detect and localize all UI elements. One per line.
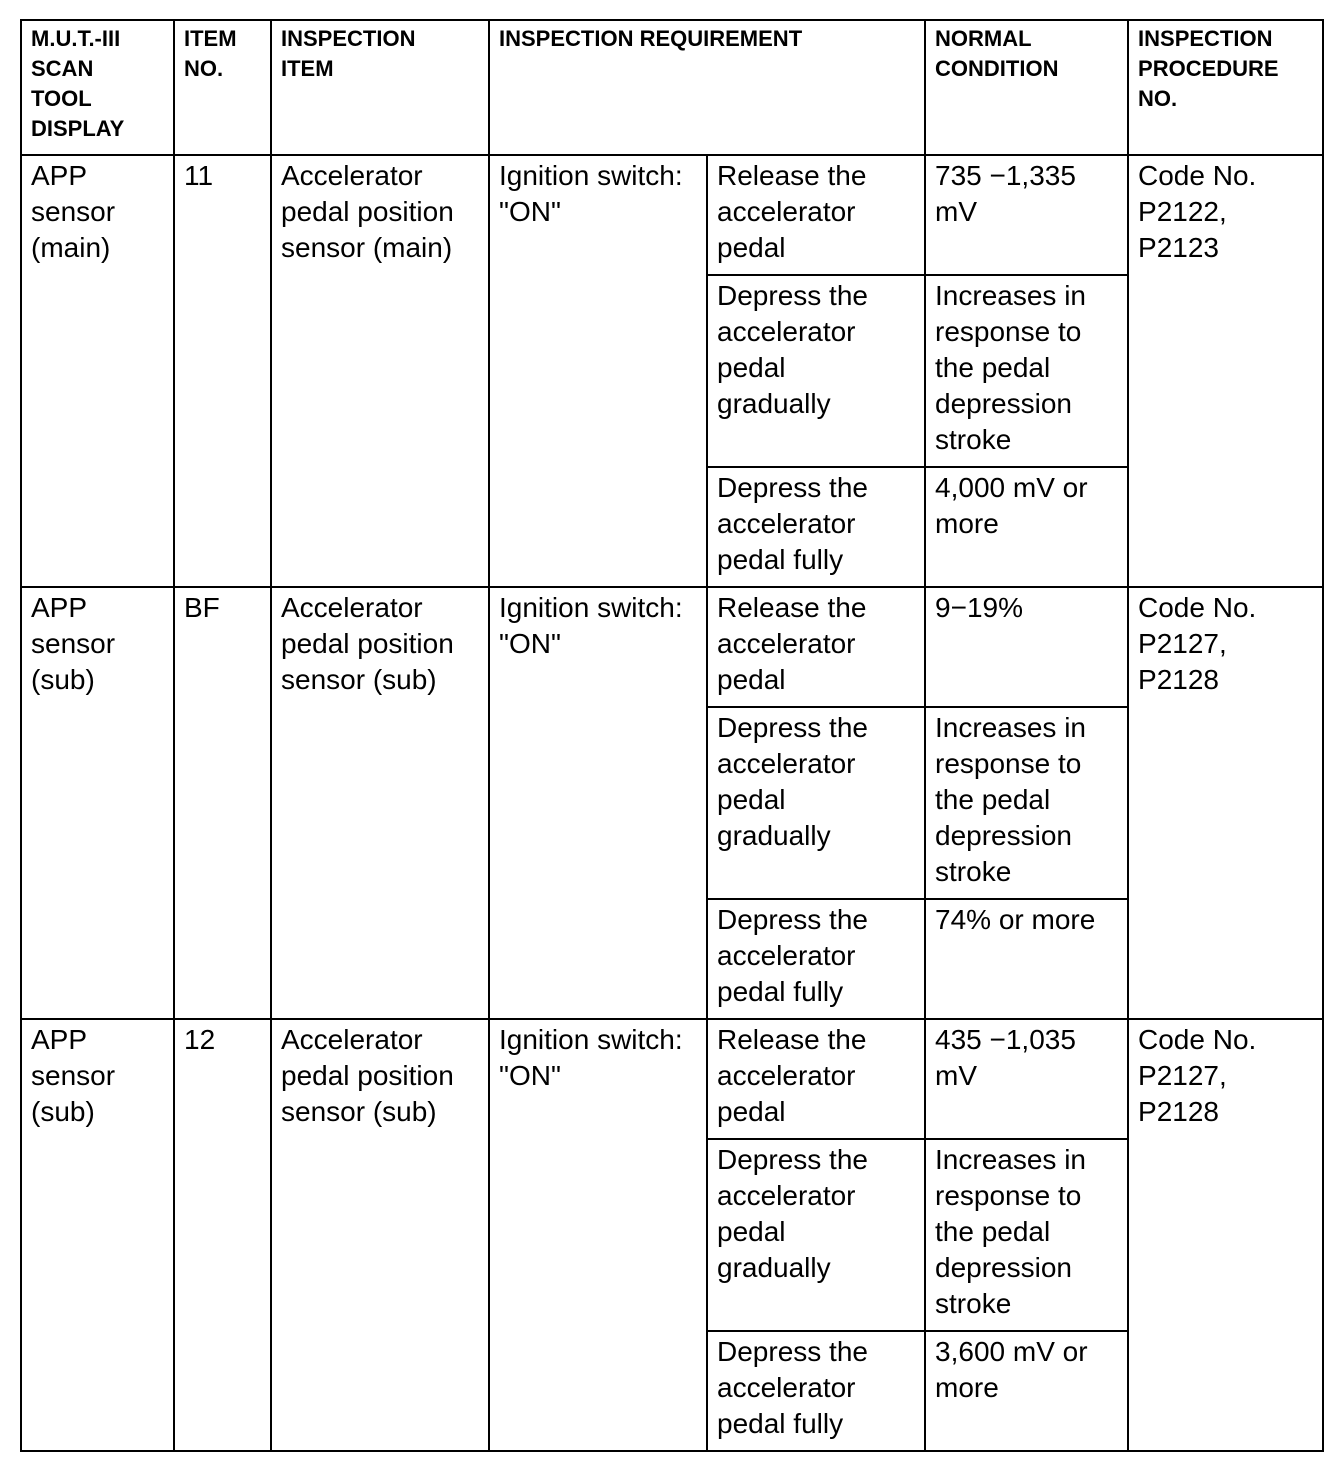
ignition-condition-cell: Ignition switch: "ON" [489,587,707,1019]
normal-condition-cell: Increases in response to the pedal depression stroke [925,1139,1128,1331]
normal-condition-cell: 735 −1,335 mV [925,155,1128,275]
requirement-cell: Release the accelerator pedal [707,155,925,275]
normal-condition-cell: 74% or more [925,899,1128,1019]
header-normal-condition: NORMAL CONDITION [925,20,1128,155]
item-no-cell: 11 [174,155,271,587]
inspection-table [20,19,1324,1452]
requirement-cell: Release the accelerator pedal [707,1019,925,1139]
header-item-no: ITEM NO. [174,20,271,155]
normal-condition-cell: 9−19% [925,587,1128,707]
table-row [21,155,1323,275]
normal-condition-cell: 435 −1,035 mV [925,1019,1128,1139]
normal-condition-cell: 3,600 mV or more [925,1331,1128,1451]
item-no-cell: BF [174,587,271,1019]
requirement-cell: Depress the accelerator pedal gradually [707,707,925,899]
scan-tool-display-cell: APP sensor (sub) [21,1019,174,1451]
header-inspection-requirement: INSPECTION REQUIREMENT [489,20,925,155]
header-scan-tool-display: M.U.T.-III SCAN TOOL DISPLAY [21,20,174,155]
normal-condition-cell: Increases in response to the pedal depression stroke [925,707,1128,899]
requirement-cell: Depress the accelerator pedal fully [707,1331,925,1451]
item-no-cell: 12 [174,1019,271,1451]
normal-condition-cell: Increases in response to the pedal depression stroke [925,275,1128,467]
table-row [21,587,1323,707]
requirement-cell: Depress the accelerator pedal fully [707,899,925,1019]
requirement-cell: Depress the accelerator pedal gradually [707,275,925,467]
requirement-cell: Depress the accelerator pedal gradually [707,1139,925,1331]
ignition-condition-cell: Ignition switch: "ON" [489,155,707,587]
requirement-cell: Release the accelerator pedal [707,587,925,707]
ignition-condition-cell: Ignition switch: "ON" [489,1019,707,1451]
scan-tool-display-cell: APP sensor (sub) [21,587,174,1019]
scan-tool-display-cell: APP sensor (main) [21,155,174,587]
procedure-cell: Code No. P2127, P2128 [1128,587,1323,1019]
inspection-item-cell: Accelerator pedal position sensor (main) [271,155,489,587]
normal-condition-cell: 4,000 mV or more [925,467,1128,587]
table-row [21,1019,1323,1139]
header-inspection-item: INSPECTION ITEM [271,20,489,155]
header-inspection-procedure-no: INSPECTION PROCEDURE NO. [1128,20,1323,155]
inspection-item-cell: Accelerator pedal position sensor (sub) [271,1019,489,1451]
requirement-cell: Depress the accelerator pedal fully [707,467,925,587]
inspection-item-cell: Accelerator pedal position sensor (sub) [271,587,489,1019]
header-row [21,20,1323,155]
procedure-cell: Code No. P2122, P2123 [1128,155,1323,587]
procedure-cell: Code No. P2127, P2128 [1128,1019,1323,1451]
